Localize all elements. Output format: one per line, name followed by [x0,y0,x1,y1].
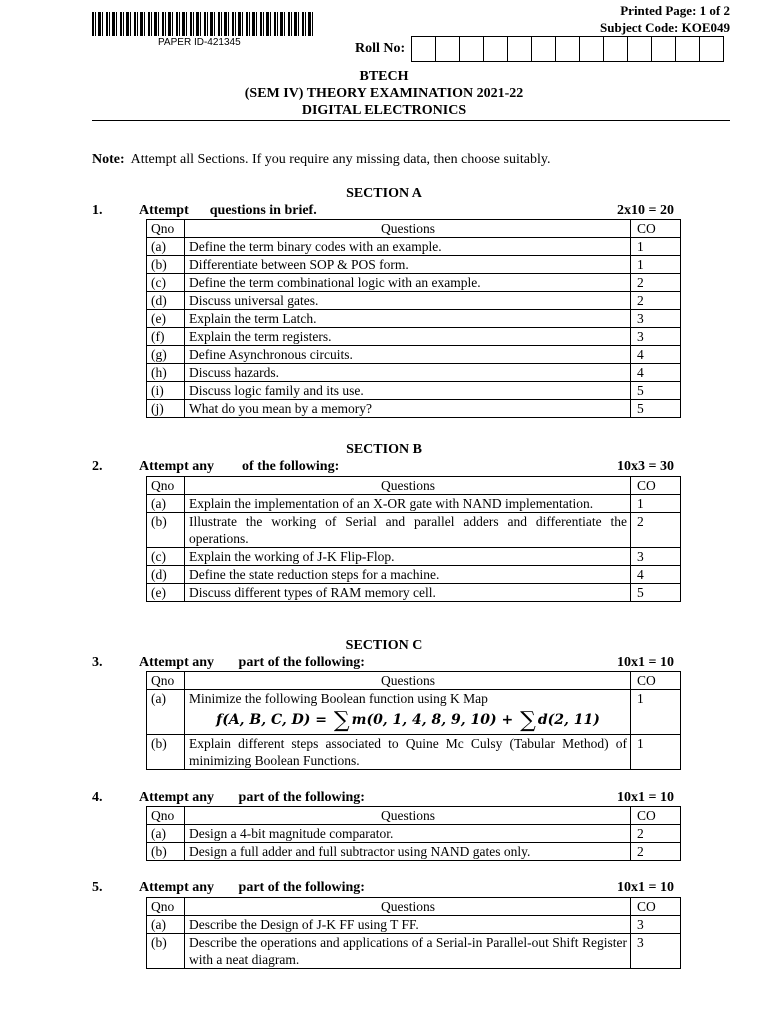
question-5-table [146,897,681,969]
co-header: CO [631,807,681,825]
roll-box [580,37,604,61]
qno-cell: (e) [147,584,185,602]
qno-cell: (b) [147,735,185,770]
table-row [147,310,681,328]
table-row [147,735,681,770]
co-cell: 2 [631,513,681,548]
table-row [147,292,681,310]
note-label: Note: [92,152,125,167]
question-cell: Explain the term registers. [185,328,631,346]
question-cell: Discuss universal gates. [185,292,631,310]
qno-cell: (b) [147,934,185,969]
co-cell: 3 [631,328,681,346]
table-row [147,256,681,274]
table-header-row [147,220,681,238]
table-row [147,328,681,346]
qno-header: Qno [147,477,185,495]
qno-cell: (b) [147,843,185,861]
table-row [147,916,681,934]
co-cell: 2 [631,274,681,292]
co-cell: 5 [631,382,681,400]
roll-box [652,37,676,61]
questions-header: Questions [185,477,631,495]
roll-no-label: Roll No: [355,41,406,56]
co-cell: 1 [631,690,681,735]
roll-box [604,37,628,61]
roll-number-boxes [411,36,724,62]
table-row [147,584,681,602]
table-row [147,825,681,843]
question-number: 5. [92,880,103,895]
question-instruction: Attempt questions in brief. [139,203,317,218]
question-cell: Discuss logic family and its use. [185,382,631,400]
co-cell: 3 [631,934,681,969]
table-header-row [147,898,681,916]
co-cell: 4 [631,346,681,364]
qno-cell: (a) [147,825,185,843]
roll-box [460,37,484,61]
sigma-symbol: ∑ [520,708,536,733]
question-marks: 10x1 = 10 [617,655,674,670]
question-cell: Illustrate the working of Serial and parallel adders and differentiate the operations. [185,513,631,548]
co-cell: 1 [631,256,681,274]
qno-cell: (a) [147,916,185,934]
question-cell: Explain the implementation of an X-OR gate with NAND implementation. [185,495,631,513]
question-marks: 2x10 = 20 [617,203,674,218]
formula-dontcares: d(2, 11) [537,712,600,728]
co-cell: 5 [631,584,681,602]
qno-cell: (a) [147,238,185,256]
question-marks: 10x1 = 10 [617,790,674,805]
co-header: CO [631,477,681,495]
co-cell: 4 [631,364,681,382]
table-row [147,934,681,969]
qno-cell: (h) [147,364,185,382]
qno-cell: (c) [147,274,185,292]
co-header: CO [631,220,681,238]
paper-id: PAPER ID-421345 [158,37,241,48]
question-cell: Define the term combinational logic with an example. [185,274,631,292]
question-3-table [146,671,681,770]
question-number: 1. [92,203,103,218]
co-cell: 1 [631,238,681,256]
table-row [147,690,681,735]
co-cell: 2 [631,843,681,861]
roll-box [484,37,508,61]
questions-header: Questions [185,807,631,825]
question-cell: Explain the term Latch. [185,310,631,328]
sigma-symbol: ∑ [333,708,350,733]
question-cell: Explain different steps associated to Quine Mc Culsy (Tabular Method) of minimizing Boolean Functions. [185,735,631,770]
roll-box [676,37,700,61]
qno-cell: (j) [147,400,185,418]
degree-title: BTECH [359,69,409,84]
question-cell: Differentiate between SOP & POS form. [185,256,631,274]
qno-cell: (i) [147,382,185,400]
table-row [147,400,681,418]
question-number: 4. [92,790,103,805]
question-cell: Design a 4-bit magnitude comparator. [185,825,631,843]
header-info [600,2,730,36]
question-cell: Describe the Design of J-K FF using T FF. [185,916,631,934]
question-cell: Define the state reduction steps for a machine. [185,566,631,584]
question-cell: Discuss hazards. [185,364,631,382]
qno-header: Qno [147,807,185,825]
table-row [147,548,681,566]
question-cell: What do you mean by a memory? [185,400,631,418]
co-cell: 3 [631,310,681,328]
qno-cell: (g) [147,346,185,364]
header-divider [92,120,730,121]
roll-box [436,37,460,61]
qno-cell: (e) [147,310,185,328]
table-row [147,238,681,256]
subject-code: Subject Code: KOE049 [600,20,730,35]
co-cell: 3 [631,548,681,566]
table-row [147,382,681,400]
questions-header: Questions [185,220,631,238]
table-row [147,495,681,513]
section-b-title: SECTION B [346,442,422,457]
question-instruction: Attempt any part of the following: [139,790,365,805]
table-header-row [147,807,681,825]
note [92,152,550,168]
question-instruction: Attempt any part of the following: [139,655,365,670]
co-cell: 2 [631,825,681,843]
qno-header: Qno [147,220,185,238]
co-header: CO [631,898,681,916]
question-cell: Discuss different types of RAM memory cell. [185,584,631,602]
table-row [147,364,681,382]
co-header: CO [631,672,681,690]
question-cell: Describe the operations and applications of a Serial-in Parallel-out Shift Register with a neat diagram. [185,934,631,969]
co-cell: 5 [631,400,681,418]
co-cell: 1 [631,735,681,770]
qno-cell: (a) [147,690,185,735]
qno-cell: (f) [147,328,185,346]
table-row [147,566,681,584]
questions-header: Questions [185,672,631,690]
table-row [147,843,681,861]
table-row [147,513,681,548]
qno-header: Qno [147,898,185,916]
note-text: Attempt all Sections. If you require any missing data, then choose suitably. [130,152,551,167]
qno-cell: (d) [147,566,185,584]
table-row [147,346,681,364]
table-header-row [147,672,681,690]
co-cell: 4 [631,566,681,584]
question-cell: Define Asynchronous circuits. [185,346,631,364]
subject-title: DIGITAL ELECTRONICS [301,103,467,118]
section-a-table [146,219,681,418]
qno-cell: (b) [147,513,185,548]
qno-cell: (c) [147,548,185,566]
roll-box [700,37,723,61]
roll-number-row [355,36,724,62]
roll-box [532,37,556,61]
qno-cell: (a) [147,495,185,513]
co-cell: 3 [631,916,681,934]
co-cell: 1 [631,495,681,513]
section-c-title: SECTION C [345,638,423,653]
formula-lhs: f(A, B, C, D) = [216,712,332,728]
question-text: Minimize the following Boolean function using K Map [189,691,488,706]
question-cell: Define the term binary codes with an example. [185,238,631,256]
question-cell: Explain the working of J-K Flip-Flop. [185,548,631,566]
question-cell: Design a full adder and full subtractor using NAND gates only. [185,843,631,861]
question-number: 2. [92,459,103,474]
question-marks: 10x1 = 10 [617,880,674,895]
barcode-image [92,12,316,36]
table-header-row [147,477,681,495]
question-instruction: Attempt any of the following: [139,459,340,474]
roll-box [508,37,532,61]
question-instruction: Attempt any part of the following: [139,880,365,895]
table-row [147,274,681,292]
question-cell [185,690,631,735]
printed-page: Printed Page: 1 of 2 [620,3,730,18]
qno-cell: (b) [147,256,185,274]
question-marks: 10x3 = 30 [617,459,674,474]
formula-minterms: m(0, 1, 4, 8, 9, 10) + [351,712,519,728]
roll-box [412,37,436,61]
question-number: 3. [92,655,103,670]
co-cell: 2 [631,292,681,310]
qno-cell: (d) [147,292,185,310]
section-a-title: SECTION A [346,186,422,201]
qno-header: Qno [147,672,185,690]
exam-title: (SEM IV) THEORY EXAMINATION 2021-22 [244,86,524,101]
boolean-formula [189,707,627,734]
questions-header: Questions [185,898,631,916]
section-b-table [146,476,681,602]
question-4-table [146,806,681,861]
roll-box [628,37,652,61]
roll-box [556,37,580,61]
